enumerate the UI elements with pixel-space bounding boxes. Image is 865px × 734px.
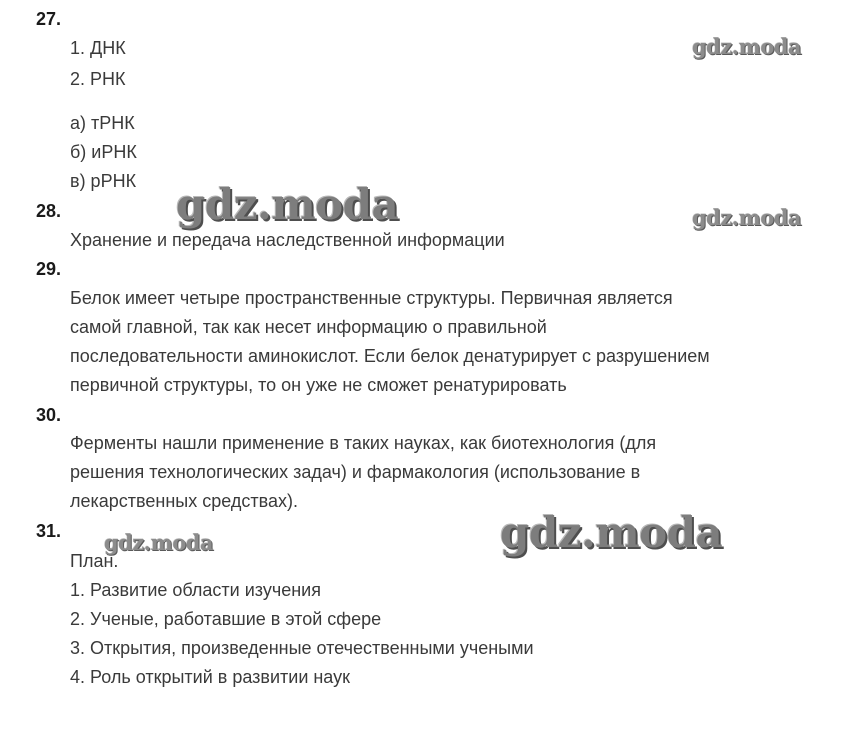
answer-30-line-1: Ферменты нашли применение в таких науках, как биотехнология (для [70, 433, 657, 453]
question-27-number: 27. [36, 9, 62, 29]
question-31-number: 31. [36, 521, 62, 541]
answer-31-line-5: 4. Роль открытий в развитии наук [70, 667, 350, 687]
answer-29-line-1: Белок имеет четыре пространственные структуры. Первичная является [70, 288, 673, 308]
watermark-small-left: gdz.moda [104, 530, 214, 555]
watermark-mid-right: gdz.moda [692, 205, 802, 230]
question-29-number: 29. [36, 259, 62, 279]
answer-31-line-3: 2. Ученые, работавшие в этой сфере [70, 609, 382, 629]
watermark-top-right: gdz.moda [692, 34, 802, 59]
answer-27-line-2: 2. РНК [70, 69, 126, 89]
answer-27-line-1: 1. ДНК [70, 38, 126, 58]
answer-29-line-4: первичной структуры, то он уже не сможет ренатурировать [70, 375, 567, 395]
answer-27-line-3: а) тРНК [70, 113, 135, 133]
answer-30-line-3: лекарственных средствах). [70, 491, 298, 511]
answer-31-line-2: 1. Развитие области изучения [70, 580, 321, 600]
question-30-number: 30. [36, 405, 62, 425]
question-28-number: 28. [36, 201, 62, 221]
answer-27-line-5: в) рРНК [70, 171, 137, 191]
answer-31-line-4: 3. Открытия, произведенные отечественными учеными [70, 638, 534, 658]
answer-28-line-1: Хранение и передача наследственной информации [70, 230, 505, 250]
watermark-large-left: gdz.moda [176, 180, 399, 229]
watermark-large-right: gdz.moda [500, 508, 723, 557]
answer-29-line-2: самой главной, так как несет информацию о правильной [70, 317, 547, 337]
answer-29-line-3: последовательности аминокислот. Если белок денатурирует с разрушением [70, 346, 710, 366]
answer-31-line-1: План. [70, 551, 119, 571]
answer-30-line-2: решения технологических задач) и фармакология (использование в [70, 462, 641, 482]
answer-27-line-4: б) иРНК [70, 142, 137, 162]
